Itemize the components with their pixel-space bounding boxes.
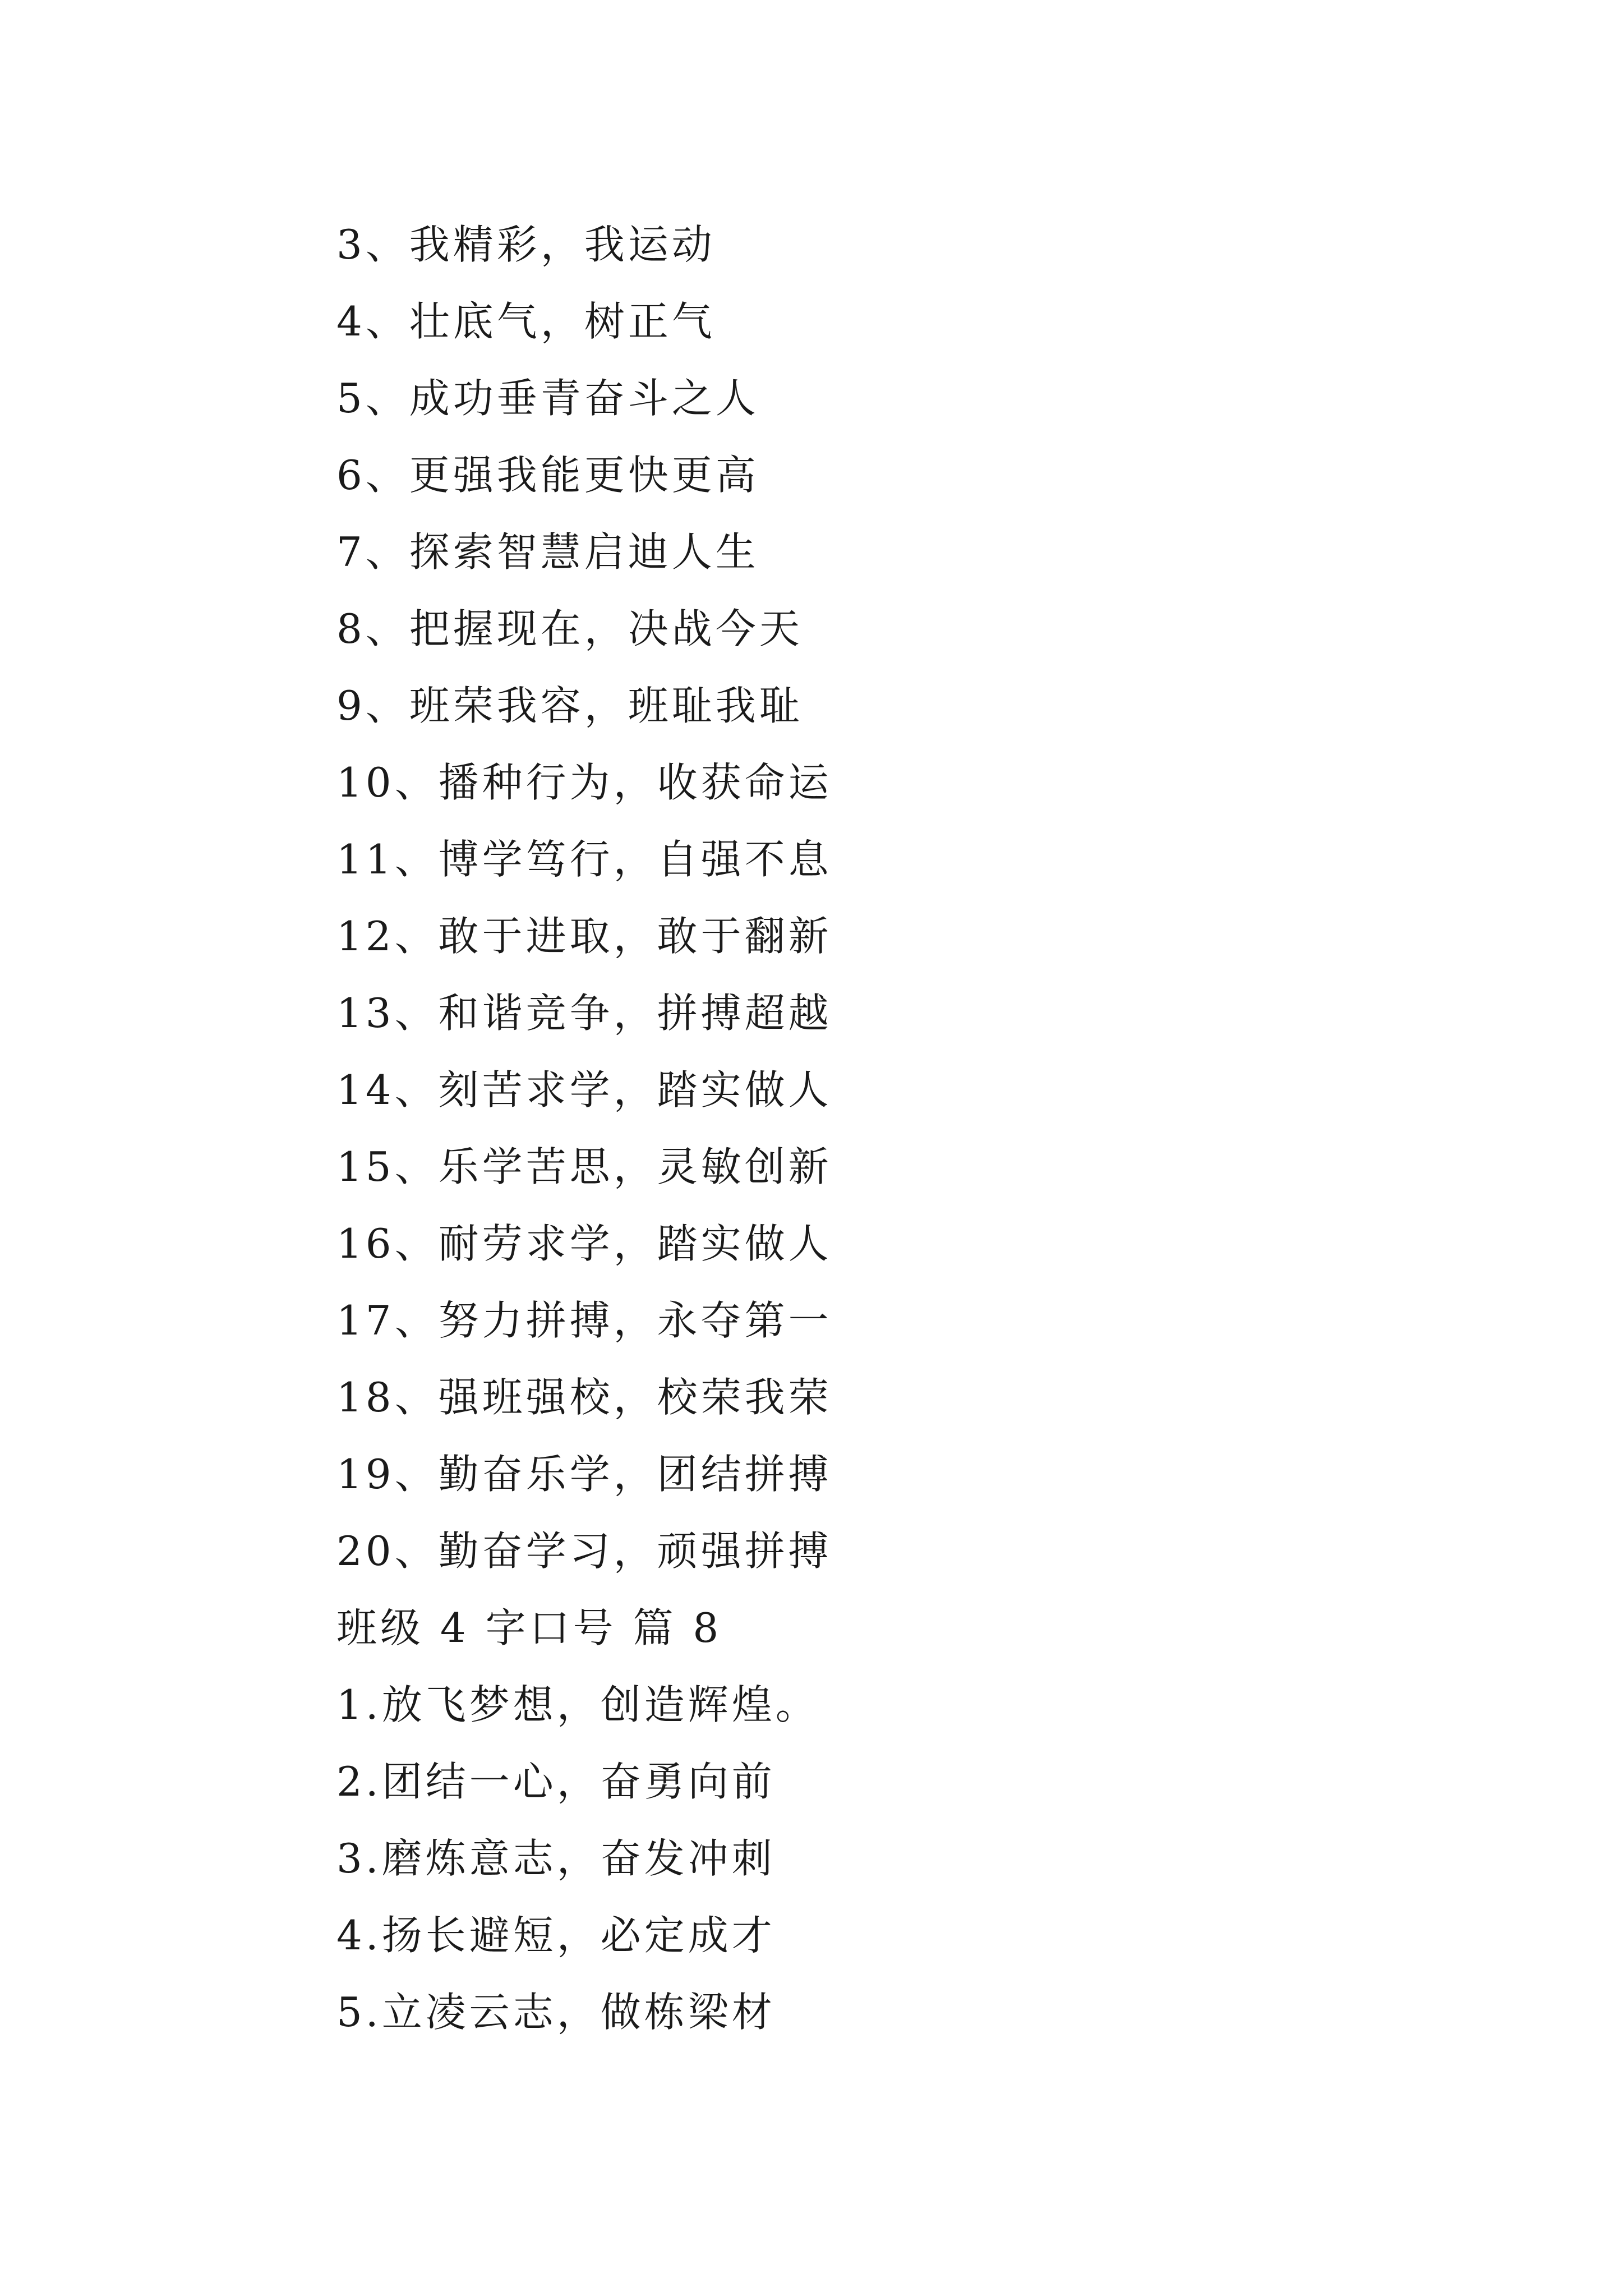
slogan-line: 4.扬长避短，必定成才: [336, 1912, 776, 1959]
slogan-line: 8、把握现在，决战今天: [336, 605, 803, 652]
slogan-line: 5.立凌云志，做栋梁材: [336, 1989, 776, 2036]
slogan-line: 18、强班强校，校荣我荣: [336, 1374, 832, 1421]
slogan-line: 12、敢于进取，敢于翻新: [336, 913, 832, 960]
slogan-line: 9、班荣我容，班耻我耻: [336, 682, 803, 729]
slogan-line: 1.放飞梦想，创造辉煌。: [336, 1681, 819, 1728]
slogan-line: 3、我精彩，我运动: [336, 221, 716, 268]
slogan-line: 14、刻苦求学，踏实做人: [336, 1066, 832, 1114]
slogan-line: 11、博学笃行，自强不息: [336, 836, 832, 883]
slogan-line: 19、勤奋乐学，团结拼搏: [336, 1451, 832, 1498]
slogan-line: 6、更强我能更快更高: [336, 452, 759, 499]
section-heading: 班级 4 字口号 篇 8: [336, 1604, 722, 1651]
slogan-line: 15、乐学苦思，灵敏创新: [336, 1143, 832, 1190]
slogan-line: 17、努力拼搏，永夺第一: [336, 1297, 832, 1344]
slogan-line: 3.磨炼意志，奋发冲刺: [336, 1835, 776, 1882]
slogan-line: 13、和谐竞争，拼搏超越: [336, 990, 832, 1037]
slogan-list: [336, 206, 832, 2051]
slogan-line: 5、成功垂青奋斗之人: [336, 375, 759, 422]
slogan-line: 7、探索智慧启迪人生: [336, 528, 759, 576]
slogan-line: 10、播种行为，收获命运: [336, 759, 832, 806]
slogan-line: 4、壮底气，树正气: [336, 298, 716, 345]
slogan-line: 20、勤奋学习，顽强拼搏: [336, 1527, 832, 1575]
slogan-line: 2.团结一心，奋勇向前: [336, 1758, 776, 1805]
slogan-line: 16、耐劳求学，踏实做人: [336, 1220, 832, 1267]
